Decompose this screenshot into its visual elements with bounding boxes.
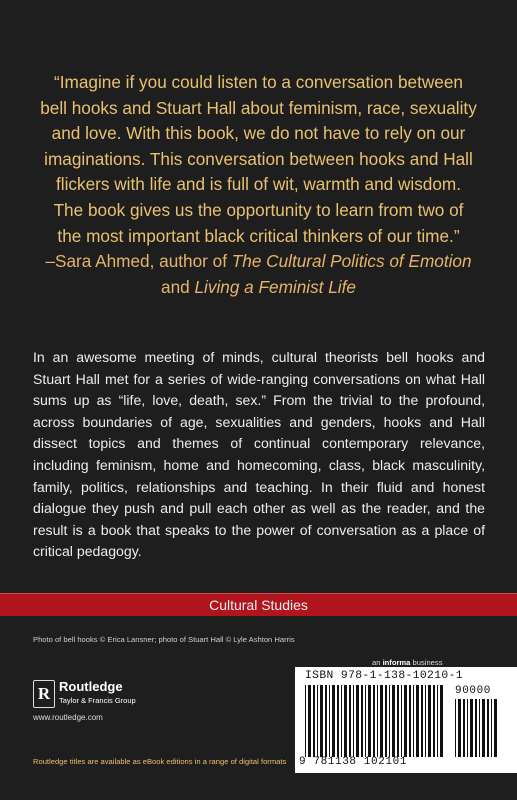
barcode-bar [385, 685, 387, 757]
addon-barcode [455, 699, 499, 757]
quote-text: “Imagine if you could listen to a conversation between bell hooks and Stuart Hall about feminism, race, sexuality and love. With this book, we do not have to rely on our imaginations. This conversation between hooks and Hall flickers with life and is full of wit, warmth and wisdom. The book gives us the opportunity to learn from two of the most important black critical thinkers of our time.” [40, 72, 477, 246]
barcode-bar [349, 685, 351, 757]
category-bar [0, 593, 517, 616]
barcode-bar [428, 685, 431, 757]
attribution-and: and [161, 276, 195, 297]
barcode-bar [401, 685, 402, 757]
attribution-prefix: –Sara Ahmed, author of [45, 251, 232, 272]
barcode-bar [317, 685, 318, 757]
barcode-bar [416, 685, 419, 757]
publisher-name: Routledge [59, 679, 123, 694]
barcode-bar [320, 685, 323, 757]
barcode-bar [458, 699, 461, 757]
category-label: Cultural Studies [209, 597, 308, 613]
barcode-bar [353, 685, 354, 757]
book-description: In an awesome meeting of minds, cultural theorists bell hooks and Stuart Hall met for a series of wide-ranging conversations on what Hall sums up as “life, love, death, sex.” From the trivial to the profound, across boundaries of age, sexualities and genders, hooks and Hall dissect topics and themes of continual contemporary relevance, including feminism, home and homecoming, class, black masculinity, family, politics, relationships and teaching. In their fluid and honest dialogue they push and pull each other as well as the reader, and the result is a book that speaks to the power of conversation as a place of critical pedagogy. [33, 349, 485, 560]
publisher-group: Taylor & Francis Group [59, 696, 136, 705]
barcode-bar [308, 685, 311, 757]
barcode-bar [305, 685, 306, 757]
barcode-bar [325, 685, 327, 757]
barcode-bar [361, 685, 363, 757]
book-title-1: The Cultural Politics of Emotion [231, 251, 472, 272]
ean-barcode [305, 685, 443, 757]
photo-credits: Photo of bell hooks © Erica Lansner; photo of Stuart Hall © Lyle Ashton Harris [33, 635, 295, 644]
quote-attribution [45, 251, 471, 297]
ebook-note: Routledge titles are available as eBook editions in a range of digital formats [33, 757, 287, 766]
barcode-bar [377, 685, 378, 757]
barcode-bar [491, 699, 492, 757]
barcode-bar [440, 685, 443, 757]
barcode-bar [397, 685, 399, 757]
barcode-bar [356, 685, 359, 757]
barcode-bar [313, 685, 315, 757]
publisher-url: www.routledge.com [33, 713, 103, 722]
barcode-bar [404, 685, 407, 757]
barcode-bar [482, 699, 485, 757]
informa-prefix: an [372, 658, 383, 667]
barcode-bar [475, 699, 477, 757]
barcode-bar [437, 685, 438, 757]
barcode-bar [479, 699, 480, 757]
barcode-bar [380, 685, 383, 757]
informa-tagline [372, 658, 443, 667]
barcode-bar [433, 685, 435, 757]
barcode-bar [373, 685, 375, 757]
barcode-box [295, 667, 517, 773]
barcode-bar [487, 699, 489, 757]
barcode-bar [421, 685, 423, 757]
routledge-logo-icon: R [33, 680, 55, 708]
isbn-text: ISBN 978-1-138-10210-1 [305, 670, 463, 682]
barcode-bar [329, 685, 330, 757]
barcode-bar [332, 685, 335, 757]
barcode-bar [389, 685, 390, 757]
barcode-bar [494, 699, 497, 757]
barcode-bar [455, 699, 456, 757]
endorsement-quote [40, 70, 477, 300]
ean-number: 9 781138 102101 [299, 756, 408, 768]
barcode-bar [470, 699, 473, 757]
informa-suffix: business [410, 658, 443, 667]
barcode-bar [392, 685, 395, 757]
book-title-2: Living a Feminist Life [194, 276, 356, 297]
barcode-bar [365, 685, 366, 757]
barcode-bar [344, 685, 347, 757]
barcode-bar [463, 699, 465, 757]
barcode-bar [409, 685, 411, 757]
barcode-bar [425, 685, 426, 757]
addon-number: 90000 [455, 685, 492, 697]
barcode-bar [413, 685, 414, 757]
barcode-bar [368, 685, 371, 757]
barcode-bar [337, 685, 339, 757]
informa-name: informa [382, 658, 411, 667]
barcode-bar [467, 699, 468, 757]
barcode-bar [341, 685, 342, 757]
